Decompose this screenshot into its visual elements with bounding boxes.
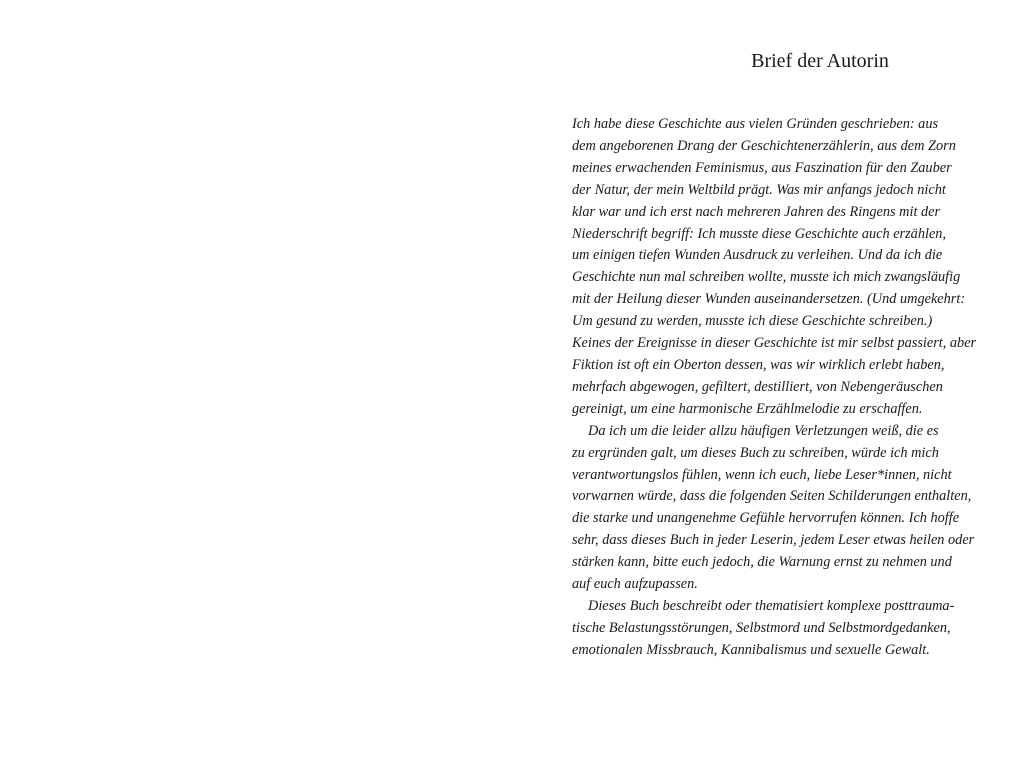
text-line: die starke und unangenehme Gefühle hervorrufen können. Ich hoffe [572,510,960,527]
text-line: Um gesund zu werden, musste ich diese Geschichte schreiben.) [572,313,933,330]
text-line: vorwarnen würde, dass die folgenden Seiten Schilderungen enthalten, [572,488,972,505]
text-line: Fiktion ist oft ein Oberton dessen, was wir wirklich erlebt haben, [572,356,945,373]
letter-body [572,114,977,662]
chapter-title: Brief der Autorin [751,50,889,72]
text-line: zu ergründen galt, um dieses Buch zu schreiben, würde ich mich [572,444,939,461]
text-line: sehr, dass dieses Buch in jeder Leserin, jedem Leser etwas heilen oder [572,532,975,549]
text-line: dem angeborenen Drang der Geschichtenerzählerin, aus dem Zorn [572,137,956,154]
text-line: Niederschrift begriff: Ich musste diese Geschichte auch erzählen, [572,225,947,242]
text-line: emotionalen Missbrauch, Kannibalismus und sexuelle Gewalt. [572,641,930,658]
text-line: klar war und ich erst nach mehreren Jahren des Ringens mit der [572,203,941,220]
text-line: der Natur, der mein Weltbild prägt. Was mir anfangs jedoch nicht [572,181,946,198]
text-line: Keines der Ereignisse in dieser Geschichte ist mir selbst passiert, aber [572,335,977,352]
text-line: mit der Heilung dieser Wunden auseinandersetzen. (Und umgekehrt: [572,291,966,308]
text-line: verantwortungslos fühlen, wenn ich euch, liebe Leser*innen, nicht [572,466,952,483]
text-line: Dieses Buch beschreibt oder thematisiert komplexe posttrauma- [588,597,955,614]
right-page [510,0,1020,783]
text-line: auf euch aufzupassen. [572,576,698,593]
text-line: stärken kann, bitte euch jedoch, die Warnung ernst zu nehmen und [572,554,952,571]
text-line: um einigen tiefen Wunden Ausdruck zu verleihen. Und da ich die [572,247,943,264]
text-line: Da ich um die leider allzu häufigen Verletzungen weiß, die es [588,422,939,439]
text-line: tische Belastungsstörungen, Selbstmord und Selbstmordgedanken, [572,619,951,636]
text-line: meines erwachenden Feminismus, aus Faszination für den Zauber [572,159,952,176]
text-line: Ich habe diese Geschichte aus vielen Gründen geschrieben: aus [572,116,939,132]
text-line: mehrfach abgewogen, gefiltert, destilliert, von Nebengeräuschen [572,378,943,395]
text-line: Geschichte nun mal schreiben wollte, musste ich mich zwangsläufig [572,269,961,286]
text-line: gereinigt, um eine harmonische Erzählmelodie zu erschaffen. [572,400,923,417]
